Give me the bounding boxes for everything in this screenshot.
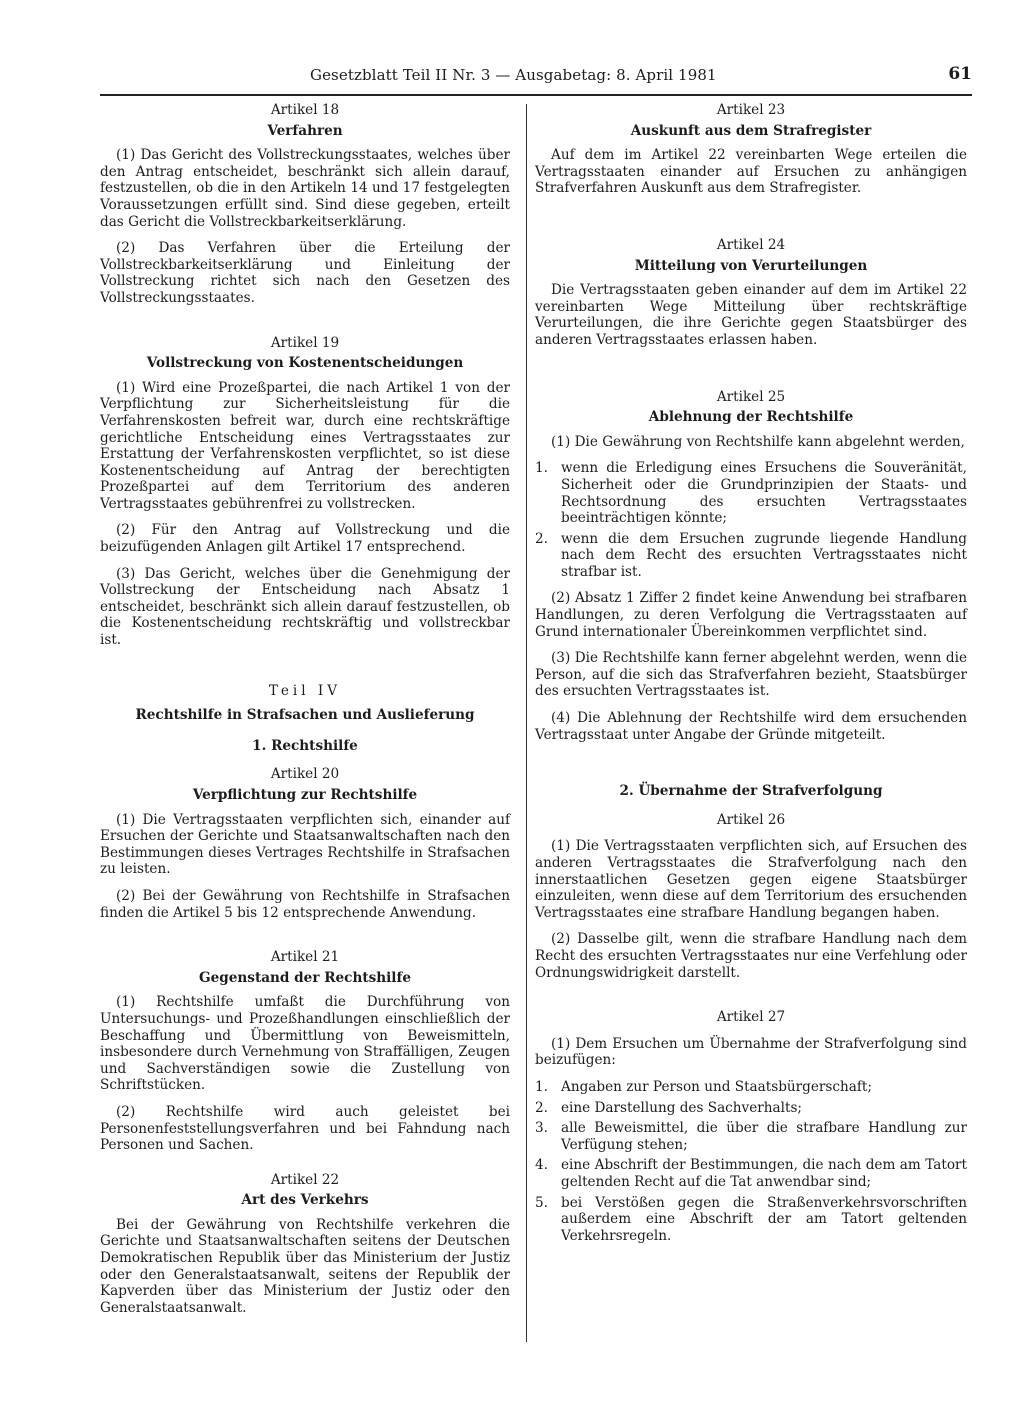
list-item: 1. Angaben zur Person und Staatsbürgerschaft;: [535, 1078, 872, 1095]
paragraph: (4) Die Ablehnung der Rechtshilfe wird dem ersuchenden Vertragsstaat unter Angabe der Gründe mitgeteilt.: [535, 710, 967, 743]
article-title: Ablehnung der Rechtshilfe: [648, 409, 854, 426]
article-24: [535, 237, 967, 349]
paragraph: (2) Für den Antrag auf Vollstreckung und die beizufügenden Anlagen gilt Artikel 17 entsprechend.: [100, 522, 510, 556]
paragraph: (1) Rechtshilfe umfaßt die Durchführung von Untersuchungs- und Prozeßhandlungen einschließlich der Beschaffung und Übermittlung von Beweismitteln, insbesondere durch Vernehmung von Straffälligen, Zeugen und Sachverständigen sowie die Zustellung von Schriftstücken.: [100, 994, 510, 1094]
article-number: Artikel 19: [270, 334, 340, 351]
article-title: Verpflichtung zur Rechtshilfe: [192, 787, 418, 803]
article-number: Artikel 24: [716, 236, 786, 253]
article-title: Mitteilung von Verurteilungen: [634, 257, 868, 274]
article-21: [100, 949, 510, 1154]
article-23: [535, 102, 967, 197]
article-title: Art des Verkehrs: [241, 1192, 369, 1209]
section-title: 1. Rechtshilfe: [252, 737, 358, 754]
paragraph: (2) Rechtshilfe wird auch geleistet bei Personenfeststellungsverfahren und bei Fahndung nach Personen und Sachen.: [100, 1103, 510, 1154]
left-column: [100, 102, 510, 1326]
article-27: [535, 1009, 967, 1244]
page-header: [100, 64, 972, 96]
article-22: [100, 1172, 510, 1317]
page-number: 61: [948, 64, 972, 84]
article-number: Artikel 18: [270, 102, 340, 118]
numbered-list: [535, 460, 967, 580]
article-19: [100, 335, 510, 649]
article-title: Gegenstand der Rechtshilfe: [199, 969, 411, 986]
paragraph: (2) Das Verfahren über die Erteilung der Vollstreckbarkeitserklärung und Einleitung der Vollstreckung richtet sich nach den Gesetzen des Vollstreckungsstaates.: [100, 240, 510, 306]
article-number: Artikel 25: [716, 388, 786, 405]
article-number: Artikel 21: [270, 949, 340, 966]
article-number: Artikel 27: [716, 1009, 786, 1026]
paragraph: Auf dem im Artikel 22 vereinbarten Wege erteilen die Vertragsstaaten einander auf Ersuchen zu anhängigen Strafverfahren Auskunft aus dem Strafregister.: [535, 147, 967, 197]
column-divider: [526, 104, 527, 1342]
right-column: [535, 102, 967, 1254]
section-title: 2. Übernahme der Strafverfolgung: [619, 783, 883, 800]
article-20: [100, 766, 510, 921]
part-heading: Teil IV: [268, 682, 342, 699]
paragraph: (2) Absatz 1 Ziffer 2 findet keine Anwendung bei strafbaren Handlungen, zu deren Verfolgung die Vertragsstaaten auf Grund internationaler Übereinkommen verpflichtet sind.: [535, 590, 967, 640]
paragraph: (1) Wird eine Prozeßpartei, die nach Artikel 1 von der Verpflichtung zur Sicherheitsleistung für die Verfahrenskosten befreit war, durch eine rechtskräftige gerichtliche Entscheidung eines Vertragsstaates zur Erstattung der Verfahrenskosten verpflichtet, so ist diese Kostenentscheidung auf Antrag der berechtigten Prozeßpartei auf dem Territorium des anderen Vertragsstaates gebührenfrei zu vollstrecken.: [100, 379, 510, 512]
article-number: Artikel 20: [270, 766, 340, 783]
list-item: 2. eine Darstellung des Sachverhalts;: [535, 1099, 803, 1116]
paragraph: (2) Bei der Gewährung von Rechtshilfe in Strafsachen finden die Artikel 5 bis 12 entsprechende Anwendung.: [100, 887, 510, 921]
list-item: 2. wenn die dem Ersuchen zugrunde liegende Handlung nach dem Recht des ersuchten Vertragsstaates nicht strafbar ist.: [535, 530, 967, 580]
article-title: Verfahren: [267, 122, 343, 139]
article-26: [535, 812, 967, 981]
paragraph: (1) Das Gericht des Vollstreckungsstaates, welches über den Antrag entscheidet, beschränkt sich allein darauf, festzustellen, ob die in den Artikeln 14 und 17 festgelegten Voraussetzungen erfüllt sind. Sind diese gegeben, erteilt das Gericht die Vollstreckbarkeitserklärung.: [100, 147, 510, 230]
paragraph: (1) Die Gewährung von Rechtshilfe kann abgelehnt werden,: [551, 433, 965, 450]
article-title: Vollstreckung von Kostenentscheidungen: [146, 355, 464, 372]
list-item: 5. bei Verstößen gegen die Straßenverkehrsvorschriften außerdem eine Abschrift der am Tatort geltenden Verkehrsregeln.: [535, 1194, 967, 1244]
article-25: [535, 389, 967, 744]
paragraph: (1) Die Vertragsstaaten verpflichten sich, auf Ersuchen des anderen Vertragsstaates die Strafverfolgung nach den innerstaatlichen Gesetzen gegen eigene Staatsbürger einzuleiten, wenn diese auf dem Territorium des ersuchenden Vertragsstaates eine strafbare Handlung begangen haben.: [535, 838, 967, 921]
paragraph: (3) Die Rechtshilfe kann ferner abgelehnt werden, wenn die Person, auf die sich das Strafverfahren bezieht, Staatsbürger des ersuchten Vertragsstaates ist.: [535, 650, 967, 700]
list-item: 1. wenn die Erledigung eines Ersuchens die Souveränität, Sicherheit oder die Grundprinzipien der Staats- und Rechtsordnung des ersuchten Vertragsstaates beeinträchtigen könnte;: [535, 460, 967, 527]
paragraph: (1) Dem Ersuchen um Übernahme der Strafverfolgung sind beizufügen:: [535, 1035, 967, 1069]
list-item: 4. eine Abschrift der Bestimmungen, die nach dem am Tatort geltenden Recht auf die Tat anwendbar sind;: [535, 1157, 967, 1190]
article-number: Artikel 26: [716, 811, 786, 828]
paragraph: (2) Dasselbe gilt, wenn die strafbare Handlung nach dem Recht des ersuchten Vertragsstaates nur eine Verfehlung oder Ordnungswidrigkeit darstellt.: [535, 931, 967, 981]
list-item: 3. alle Beweismittel, die über die strafbare Handlung zur Verfügung stehen;: [535, 1120, 967, 1153]
paragraph: (1) Die Vertragsstaaten verpflichten sich, einander auf Ersuchen der Gerichte und Staatsanwaltschaften nach den Bestimmungen dieses Vertrages Rechtshilfe in Strafsachen zu leisten.: [100, 811, 510, 878]
header-title: Gesetzblatt Teil II Nr. 3 — Ausgabetag: 8. April 1981: [310, 66, 717, 84]
paragraph: Die Vertragsstaaten geben einander auf dem im Artikel 22 vereinbarten Wege Mitteilung über rechtskräftige Verurteilungen, die ihre Gerichte gegen Staatsbürger des anderen Vertragsstaates erlassen haben.: [535, 282, 967, 348]
paragraph: (3) Das Gericht, welches über die Genehmigung der Vollstreckung der Entscheidung nach Absatz 1 entscheidet, beschränkt sich allein darauf festzustellen, ob die Kostenentscheidung rechtskräftig und vollstreckbar ist.: [100, 565, 510, 649]
article-18: [100, 102, 510, 307]
article-number: Artikel 22: [270, 1171, 340, 1188]
article-title: Auskunft aus dem Strafregister: [630, 122, 872, 139]
part-title: Rechtshilfe in Strafsachen und Auslieferung: [135, 707, 475, 724]
numbered-list: [535, 1079, 967, 1244]
article-number: Artikel 23: [716, 102, 786, 118]
paragraph: Bei der Gewährung von Rechtshilfe verkehren die Gerichte und Staatsanwaltschaften seitens der Deutschen Demokratischen Republik über das Ministerium der Justiz oder den Generalstaatsanwalt, seitens der Republik der Kapverden über das Ministerium der Justiz oder den Generalstaatsanwalt.: [100, 1216, 510, 1316]
